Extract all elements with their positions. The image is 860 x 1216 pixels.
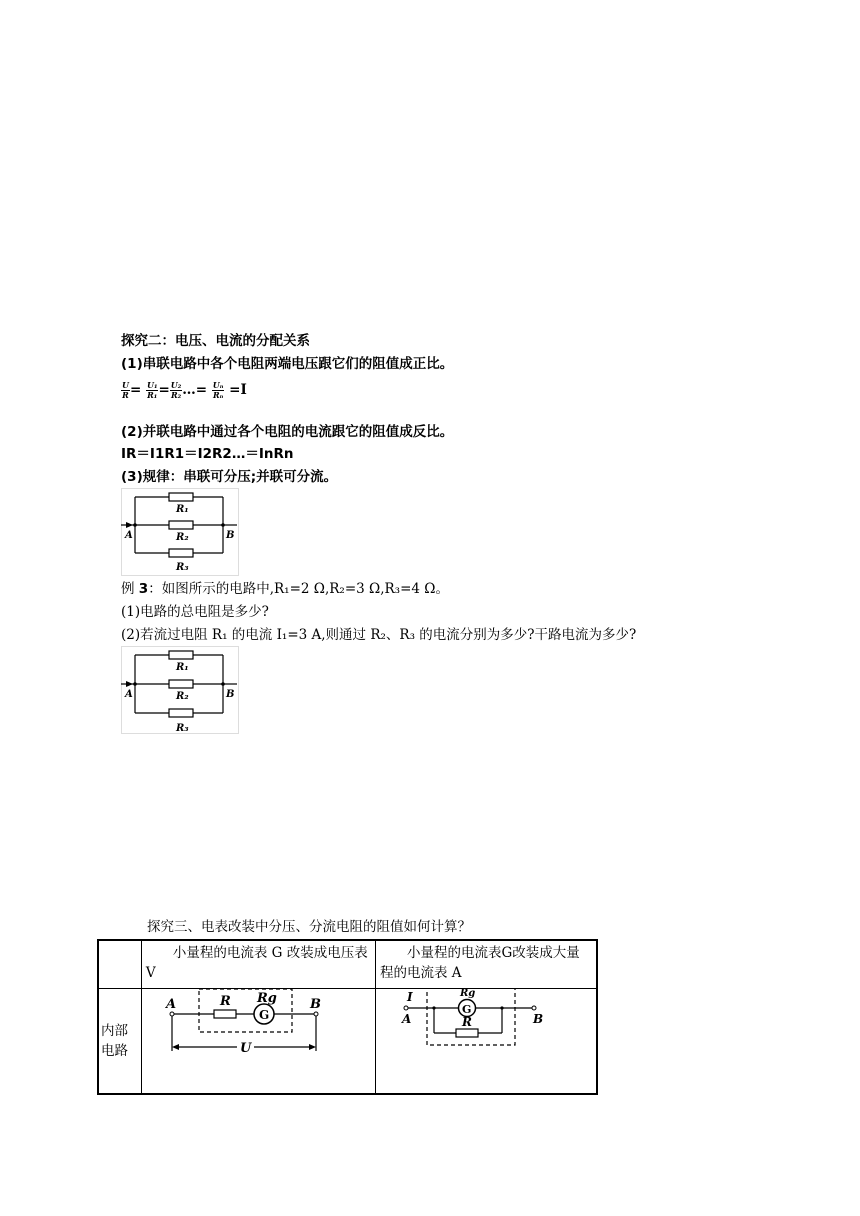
ammeter-header: 小量程的电流表G改装成大量程的电流表 A	[376, 940, 598, 988]
label-b: B	[533, 1011, 544, 1026]
label-r: R	[219, 993, 231, 1009]
galvanometer-g: G	[462, 1002, 472, 1016]
row-label-internal-circuit: 内部电路	[98, 988, 141, 1094]
label-r2: R₂	[176, 691, 189, 702]
ammeter-circuit-cell	[376, 988, 598, 1094]
example3-question1: (1)电路的总电阻是多少?	[121, 604, 269, 620]
rule-summary: (3)规律：串联可分压;并联可分流。	[121, 469, 338, 485]
equals: =	[129, 382, 142, 398]
voltmeter-circuit-diagram	[142, 989, 369, 1087]
fraction-u1-r1: $\frac{\text{U₁}}{\text{R₁}}$	[147, 380, 158, 400]
fraction-u2-r2: $\frac{\text{U₂}}{\text{R₂}}$	[170, 380, 182, 400]
label-b: B	[226, 689, 235, 700]
voltmeter-header: 小量程的电流表 G 改装成电压表 V	[141, 940, 375, 988]
label-rg: Rg	[460, 988, 476, 999]
example3-question2: (2)若流过电阻 R₁ 的电流 I₁=3 A,则通过 R₂、R₃ 的电流分别为多少?干路电流为多少?	[121, 627, 637, 643]
parallel-rule: (2)并联电路中通过各个电阻的电流跟它的阻值成反比。	[121, 424, 454, 440]
series-formula	[121, 381, 247, 400]
label-r3: R₃	[176, 562, 189, 573]
label-a: A	[125, 530, 133, 541]
label-r3: R₃	[176, 723, 189, 734]
label-b: B	[309, 996, 321, 1012]
label-i: I	[407, 989, 413, 1004]
galvanometer-g: G	[258, 1007, 270, 1022]
example3-statement: 例 3：如图所示的电路中,R₁=2 Ω,R₂=3 Ω,R₃=4 Ω。	[121, 581, 449, 597]
table-corner-cell	[98, 940, 141, 988]
label-a: A	[402, 1011, 412, 1026]
voltmeter-circuit-cell	[141, 988, 375, 1094]
label-u: U	[239, 1040, 252, 1056]
label-a: A	[125, 689, 133, 700]
section3-heading: 探究三、电表改装中分压、分流电阻的阻值如何计算？	[147, 919, 471, 935]
label-r1: R₁	[176, 504, 189, 515]
fraction-un-rn: $\frac{\text{Uₙ}}{\text{Rₙ}}$	[212, 380, 224, 400]
parallel-circuit-diagram-2	[121, 646, 239, 734]
label-r: R	[462, 1014, 472, 1029]
ellipsis-equals: …=	[182, 382, 208, 398]
fraction-u-r: $\frac{U}{R}$	[122, 380, 129, 400]
equals: =	[158, 382, 170, 398]
label-b: B	[226, 530, 235, 541]
series-rule: (1)串联电路中各个电阻两端电压跟它们的阻值成正比。	[121, 356, 454, 372]
section2-heading: 探究二：电压、电流的分配关系	[121, 333, 310, 349]
parallel-formula: IR＝I1R1＝I2R2…＝InRn	[121, 446, 294, 462]
label-a: A	[165, 996, 176, 1012]
parallel-circuit-diagram-1	[121, 488, 239, 576]
meter-conversion-table	[97, 939, 598, 1095]
ammeter-circuit-diagram	[376, 989, 596, 1087]
label-rg: Rg	[256, 990, 277, 1006]
label-r2: R₂	[176, 532, 189, 543]
equals-i: =I	[229, 382, 247, 398]
label-r1: R₁	[176, 662, 189, 673]
